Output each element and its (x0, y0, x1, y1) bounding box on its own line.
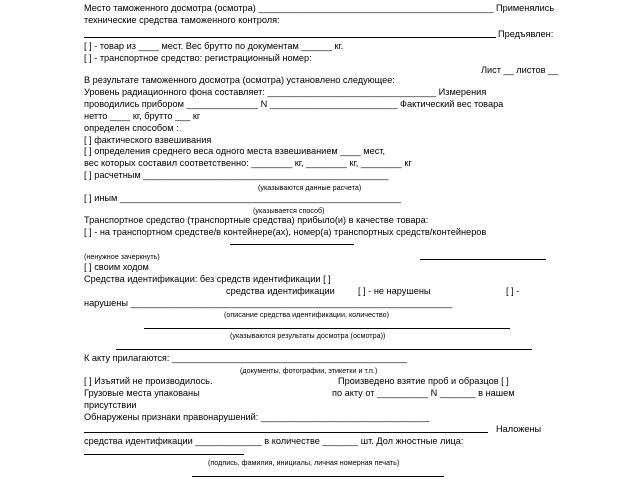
violations-found-line: Обнаружены признаки правонарушений: _________________________________ (84, 412, 430, 422)
identification-means-line: Средства идентификации: без средств идентификации [ ] (84, 274, 331, 284)
on-vehicle-option: [ ] - на транспортном средстве/в контейнере(ах), номер(а) транспортных средств/контейнеров (84, 227, 487, 237)
goods-checkbox-line: [ ] - товар из ____ мест. Вес брутто по документам ______ кг. (84, 41, 344, 51)
tech-means-underline (84, 37, 496, 38)
method-label: определен способом : (84, 123, 179, 133)
calculation-caption: (указываются данные расчета) (258, 183, 362, 192)
packed-places-line: Грузовые места упакованы (84, 388, 200, 398)
measurement-device-line: проводились прибором ______________ N _________________________ Фактический вес товара (84, 99, 504, 109)
method-caption: (указывается способ) (253, 206, 325, 215)
vehicle-checkbox-line: [ ] - транспортное средство: регистрационный номер: (84, 53, 312, 63)
own-power-option: [ ] своим ходом (84, 262, 149, 272)
presented-label: Предъявлен: (498, 29, 554, 39)
presence-line: присутствии (84, 400, 137, 410)
results-caption: (указываются результаты досмотра (осмотра)) (230, 331, 386, 340)
officials-underline (84, 454, 244, 455)
actual-weighing-option: [ ] фактического взвешивания (84, 135, 212, 145)
container-number-underline (420, 259, 546, 260)
average-weight-option: [ ] определения среднего веса одного места взвешиванием ____ мест, (84, 146, 386, 156)
act-reference-line: по акту от __________ N _______ в нашем (332, 388, 515, 398)
violated-checkbox: [ ] - (506, 286, 520, 296)
identification-means-label: средства идентификации (226, 286, 335, 296)
net-gross-weight-line: нетто ____ кг, брутто ___ кг (84, 111, 201, 121)
radiation-level-line: Уровень радиационного фона составляет: _________________________________ Измерения (84, 87, 487, 97)
identification-count-line: средства идентификации _____________ в количестве _______ шт. Дол жностные лица: (84, 436, 464, 446)
violations-underline (84, 432, 488, 433)
vehicle-as-goods-line: Транспортное средство (транспортные средства) прибыло(и) в качестве товара: (84, 215, 429, 225)
tech-means-line: технические средства таможенного контроля: (84, 15, 280, 25)
results-underline (144, 328, 510, 329)
identification-caption: (описание средства идентификации, количество) (224, 310, 389, 319)
signature-caption: (подпись, фамилия, инициалы, личная номерная печать) (208, 458, 400, 467)
sheet-counter: Лист __ листов __ (481, 65, 559, 75)
vehicle-number-underline (230, 244, 354, 245)
inspection-place-line: Место таможенного досмотра (осмотра) ______________________________________________ Применялись (84, 3, 555, 13)
strike-out-caption: (ненужное зачеркнуть) (84, 252, 160, 261)
weights-line: вес которых составил соответственно: ________ кг, ________ кг, ________ кг (84, 158, 412, 168)
attachments-caption: (документы, фотографии, этикетки и т.п.) (240, 366, 378, 375)
not-violated-option: [ ] - не нарушены (358, 286, 431, 296)
results-heading: В результате таможенного досмотра (осмотра) установлено следующее: (84, 75, 395, 85)
samples-taken-option: Произведено взятие проб и образцов [ ] (338, 376, 509, 386)
imposed-label: Наложены (496, 424, 542, 434)
no-seizure-option: [ ] Изъятий не производилось. (84, 376, 213, 386)
results-underline-2 (116, 349, 532, 350)
calculation-option: [ ] расчетным ________________________________________________ (84, 170, 389, 180)
signature-underline (192, 476, 444, 477)
violated-line: нарушены _______________________________________________________________ (84, 298, 453, 308)
attachments-line: К акту прилагаются: ______________________________________________ (84, 353, 408, 363)
other-method-option: [ ] иным _______________________________________________________ (84, 193, 401, 203)
